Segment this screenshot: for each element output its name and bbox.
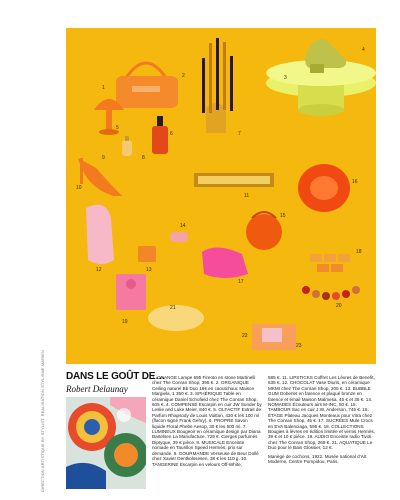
soap-bottle — [152, 116, 168, 154]
item-number: 14 — [180, 223, 186, 229]
item-number: 16 — [352, 179, 358, 185]
section-subheading: Robert Delaunay — [66, 384, 128, 394]
item-number: 1 — [102, 85, 105, 91]
pink-crocs — [202, 247, 248, 278]
candle-blocks — [310, 254, 350, 272]
orange-round-speaker — [298, 164, 350, 212]
photo-credit: DIRECTION ARTISTIQUE BY STYLIST: REALISATION STYLISME MARIEN — [40, 349, 45, 492]
item-number: 23 — [296, 343, 302, 349]
item-number: 19 — [122, 319, 128, 325]
drum-bag — [246, 212, 282, 250]
lipstick-ring — [302, 286, 360, 300]
painting-artwork — [66, 397, 146, 489]
mushroom-lamp — [94, 99, 124, 135]
platform-shoe — [305, 39, 346, 73]
item-number: 4 — [362, 47, 365, 53]
bath-duo-box — [252, 324, 296, 350]
orange-heel-shoe — [78, 155, 122, 196]
candle-holder — [202, 38, 233, 133]
item-number: 21 — [170, 305, 176, 311]
item-number: 15 — [280, 213, 286, 219]
item-number: 18 — [356, 249, 362, 255]
earbuds-case — [170, 232, 188, 242]
item-number: 7 — [238, 131, 241, 137]
item-number: 5 — [116, 125, 119, 131]
bead-rack — [194, 173, 274, 187]
item-number: 11 — [244, 193, 250, 199]
item-number: 6 — [170, 131, 173, 137]
item-number: 9 — [102, 155, 105, 161]
caption-column-2 — [268, 375, 376, 465]
item-number: 12 — [96, 267, 102, 273]
pink-radio — [116, 274, 146, 310]
item-number: 22 — [242, 333, 248, 339]
caption-column-1 — [152, 375, 262, 467]
item-number: 13 — [146, 267, 152, 273]
item-number: 20 — [336, 303, 342, 309]
caption-text: 1. ORANGE Lampe 695 Fireoto en stone Martinelli chez The Conran Shop, 395 €. 2. ORGANIQUE Ceiling naturel Bb Duo 16€ en caoutchouc Maison Margiela, 1 350 €. 3. SPHÉRIQUE Table en céramique Daniel Schofield chez The Conran Shop, 605 €. 4. COMPENSÉ Escarpin en cuir JW Sunder by Leslie and Luke Meier, 840 €. 5. OLFACTIF Extrait de Parfum Rhapsody de Louis Vuitton, 430 € les 100 ml (flacon signé Frank Gehry). 6. PROPRE Savon liquide Floral Phebe Aesop, 30 € les 500 ml. 7. LUMINEUX Bougeoir en céramique design par Diana Bartelsen La Manufacture, 729 €. Cierges parfumés Diptyque, 39 € pièce. 8. MUSICALE Enceinte nomade en Taurillon Speed Hermès, prix sur demande. 9. GOURMANDE Verseuse de Beur Dollé chez Xavier Dentkolssesen, 38 € les 110 g. 10. TANGERINE Escarpin en velours Off-White, — [152, 375, 262, 467]
product-photo — [66, 28, 376, 364]
small-cup — [138, 246, 156, 262]
item-number: 8 — [142, 155, 145, 161]
pink-vase — [86, 205, 114, 264]
painting-footnote: Manège de cochons, 1922. Musée national d’Art Moderne, Centre Pompidou, Paris. — [268, 453, 367, 465]
orange-handbag — [116, 63, 178, 108]
item-number: 3 — [284, 75, 287, 81]
caption-text: 585 €. 11. LIPSTICKS Coffret Les Lèvres de Benefit, 635 €. 12. CHOCOLAT Vase Diuris, en céramique MKMI chez The Conran Shop, 205 €. 13. BUBBLE GUM Doberlet en faïence et plaqué bronze en faïence et émail Maison Malmesa, 45 € et 35 €. 14. NOMADES Écouteurs airs M-INC, 50 €. 15. TAMBOUR Sac en cuir J.W. Anderson, 745 €. 16. ÉTAGE Plateau Jacques Monteaux pour Vitra chez The Conran Shop, 45 €. 17. SUCRÉES Mule Crocs en EVA Balenciaga, 595 €. 18. COLLECTIONS Bougies à lèvres en édition limitée et vernis Hermès, 39 € et 10 € pièce. 19. AUDIO Enceinte radio Tivoli chez The Conran Shop, 269 €. 21. AQUATIQUE Le Duo pour le Bain Glossier, 12 €. — [268, 375, 375, 451]
item-number: 17 — [238, 279, 244, 285]
delaunay-painting — [66, 397, 146, 489]
item-number: 10 — [76, 185, 82, 191]
item-number: 2 — [182, 73, 185, 79]
section-heading: DANS LE GOÛT DE… — [66, 371, 166, 382]
perfume-bottle — [122, 136, 132, 156]
round-tray — [148, 305, 204, 331]
product-collage — [66, 28, 376, 364]
